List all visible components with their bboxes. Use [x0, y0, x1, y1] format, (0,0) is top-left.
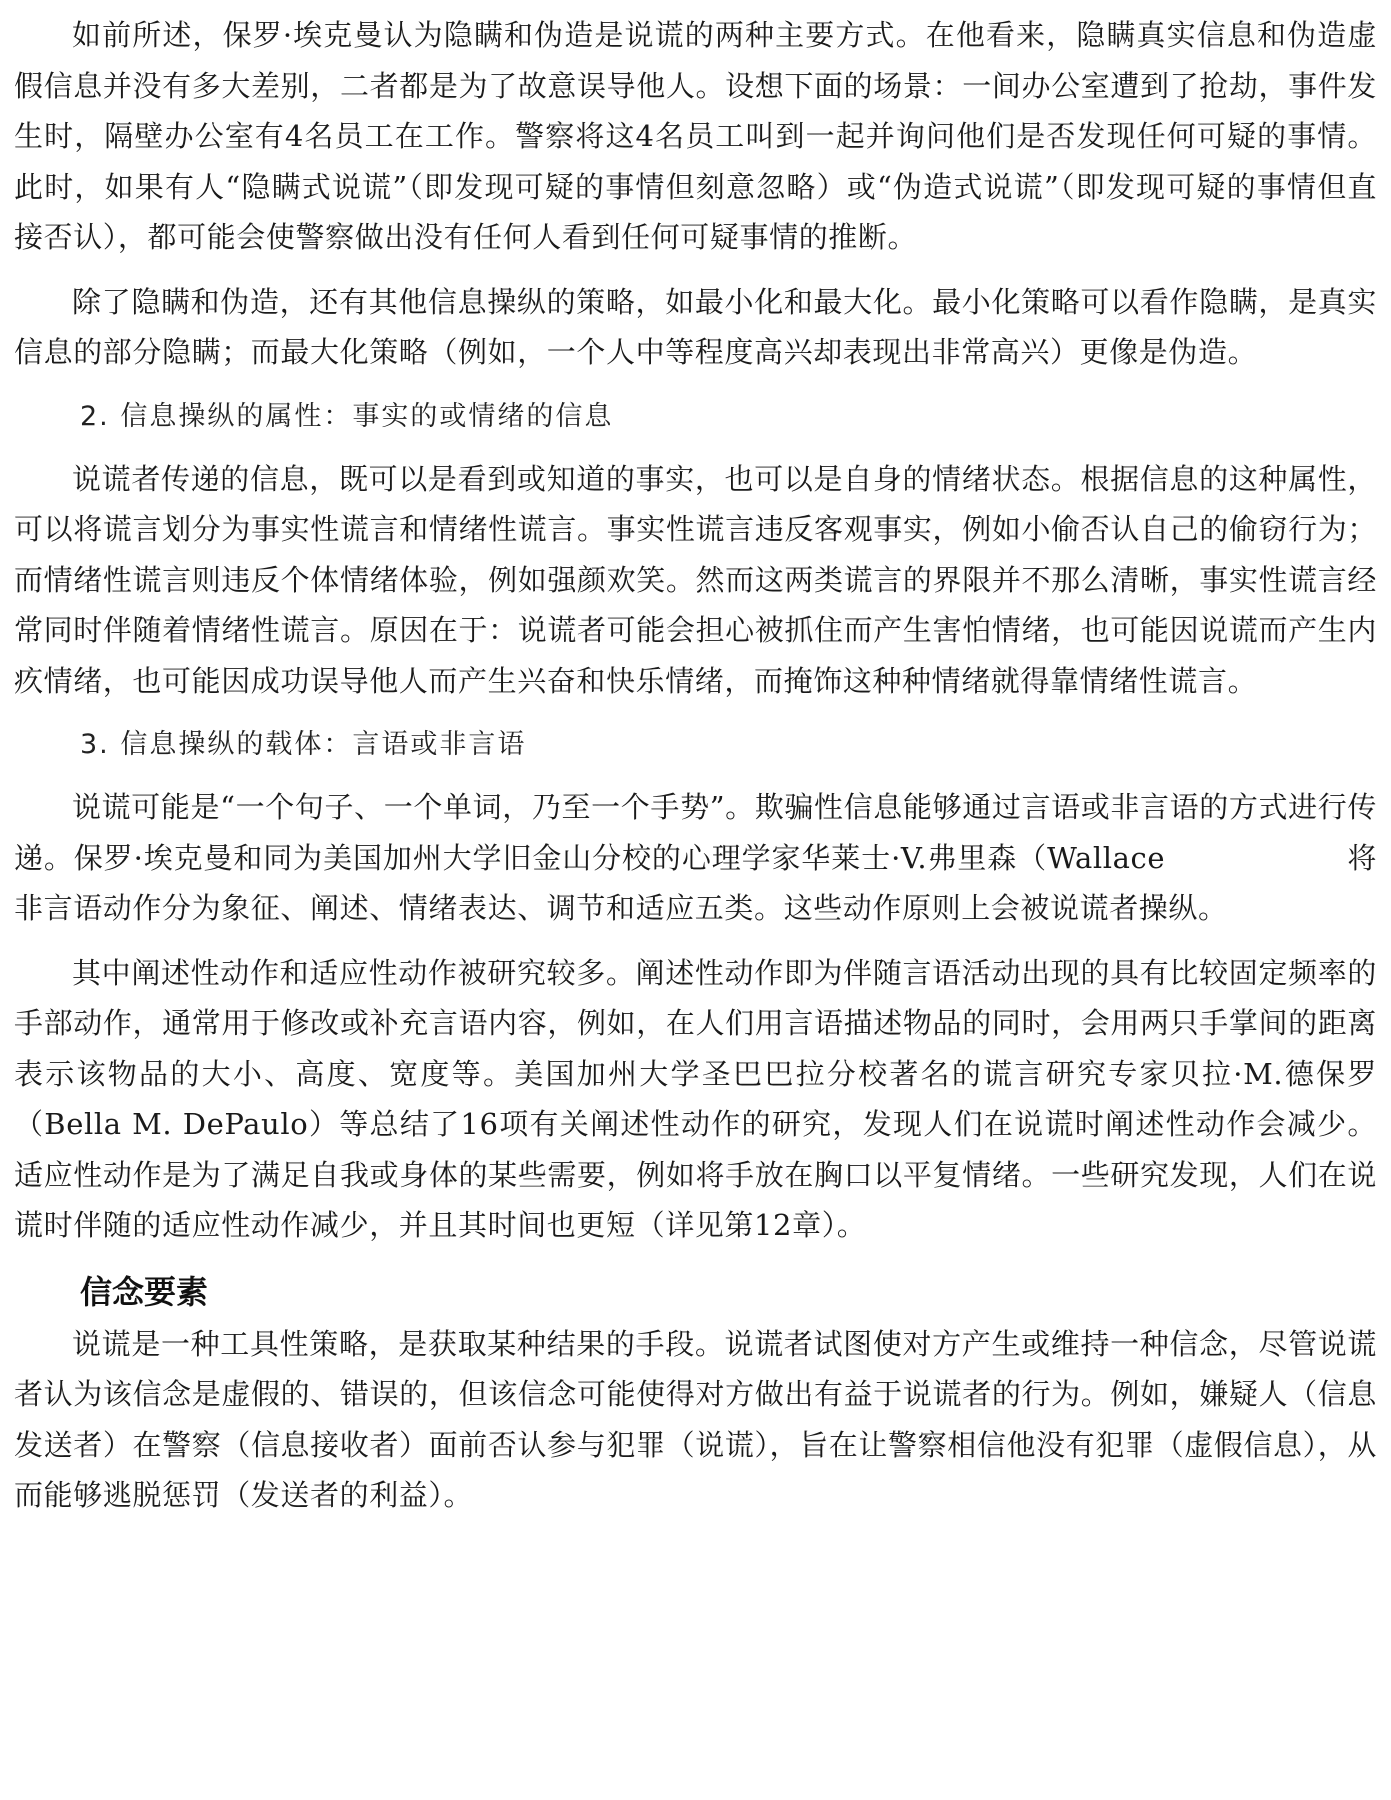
paragraph-belief-element: 说谎是一种工具性策略，是获取某种结果的手段。说谎者试图使对方产生或维持一种信念，尽管说谎者认为该信念是虚假的、错误的，但该信念可能使得对方做出有益于说谎者的行为。例如，嫌疑人（信息发送者）在警察（信息接收者）面前否认参与犯罪（说谎），旨在让警察相信他没有犯罪（虚假信息），从而能够逃脱惩罚（发送者的利益）。 — [14, 1326, 1377, 1512]
paragraph-minimization-maximization: 除了隐瞒和伪造，还有其他信息操纵的策略，如最小化和最大化。最小化策略可以看作隐瞒，是真实信息的部分隐瞒；而最大化策略（例如，一个人中等程度高兴却表现出非常高兴）更像是伪造。 — [14, 284, 1377, 369]
paragraph-illustrators-adaptors: 其中阐述性动作和适应性动作被研究较多。阐述性动作即为伴随言语活动出现的具有比较固定频率的手部动作，通常用于修改或补充言语内容，例如，在人们用言语描述物品的同时，会用两只手掌间的距离表示该物品的大小、高度、宽度等。美国加州大学圣巴巴拉分校著名的谎言研究专家贝拉·M.德保罗（Bella M. DePaulo）等总结了16项有关阐述性动作的研究，发现人们在说谎时阐述性动作会减少。适应性动作是为了满足自我或身体的某些需要，例如将手放在胸口以平复情绪。一些研究发现，人们在说谎时伴随的适应性动作减少，并且其时间也更短（详见第12章）。 — [14, 955, 1377, 1242]
subheading-information-carrier: 3. 信息操纵的载体：言语或非言语 — [80, 729, 527, 760]
paragraph-verbal-nonverbal-part2: 将非言语动作分为象征、阐述、情绪表达、调节和适应五类。这些动作原则上会被说谎者操纵。 — [14, 840, 1377, 925]
subheading-information-attribute: 2. 信息操纵的属性：事实的或情绪的信息 — [80, 400, 614, 432]
paragraph-verbal-nonverbal — [14, 782, 1377, 934]
paragraph-verbal-nonverbal-part1: 说谎可能是“一个句子、一个单词，乃至一个手势”。欺骗性信息能够通过言语或非言语的方式进行传递。保罗·埃克曼和同为美国加州大学旧金山分校的心理学家华莱士·V.弗里森（Wallace — [14, 790, 1377, 875]
paragraph-factual-emotional-lies: 说谎者传递的信息，既可以是看到或知道的事实，也可以是自身的情绪状态。根据信息的这种属性，可以将谎言划分为事实性谎言和情绪性谎言。事实性谎言违反客观事实，例如小偷否认自己的偷窃行为；而情绪性谎言则违反个体情绪体验，例如强颜欢笑。然而这两类谎言的界限并不那么清晰，事实性谎言经常同时伴随着情绪性谎言。原因在于：说谎者可能会担心被抓住而产生害怕情绪，也可能因说谎而产生内疚情绪，也可能因成功误导他人而产生兴奋和快乐情绪，而掩饰这种种情绪就得靠情绪性谎言。 — [14, 461, 1377, 698]
paragraph-concealment-falsification: 如前所述，保罗·埃克曼认为隐瞒和伪造是说谎的两种主要方式。在他看来，隐瞒真实信息和伪造虚假信息并没有多大差别，二者都是为了故意误导他人。设想下面的场景：一间办公室遭到了抢劫，事件发生时，隔壁办公室有4名员工在工作。警察将这4名员工叫到一起并询问他们是否发现任何可疑的事情。此时，如果有人“隐瞒式说谎”（即发现可疑的事情但刻意忽略）或“伪造式说谎”（即发现可疑的事情但直接否认），都可能会使警察做出没有任何人看到任何可疑事情的推断。 — [14, 18, 1377, 254]
section-title-belief-element: 信念要素 — [80, 1272, 209, 1311]
